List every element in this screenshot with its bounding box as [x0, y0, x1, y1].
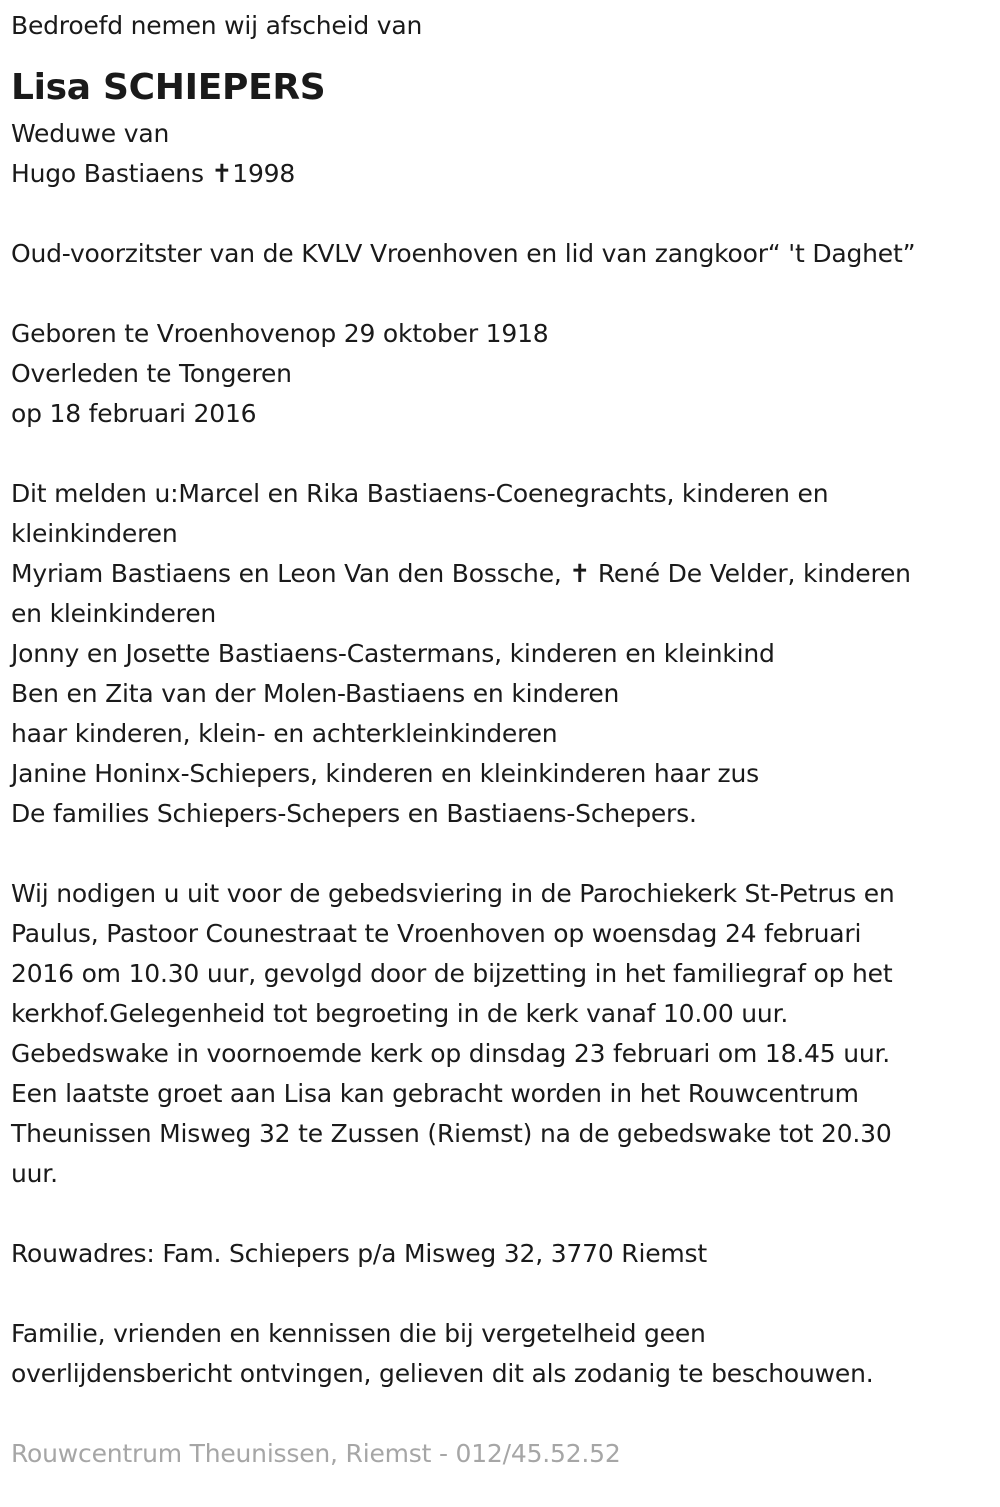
- funeral-home-footer: Rouwcentrum Theunissen, Riemst - 012/45.52.52: [11, 1439, 621, 1468]
- spacer: [11, 1394, 986, 1434]
- role-text: Oud-voorzitster van de KVLV Vroenhoven en lid van zangkoor“ 't Daghet”: [11, 239, 916, 268]
- ceremony-line: Een laatste groet aan Lisa kan gebracht worden in het Rouwcentrum: [11, 1079, 859, 1108]
- death-date-text: op 18 februari 2016: [11, 399, 257, 428]
- spacer: [11, 834, 986, 874]
- deceased-name: Lisa SCHIEPERS: [11, 67, 326, 108]
- family-line: Dit melden u:Marcel en Rika Bastiaens-Coenegrachts, kinderen en: [11, 479, 829, 508]
- family-line: Janine Honinx-Schiepers, kinderen en kleinkinderen haar zus: [11, 759, 759, 788]
- family-line: en kleinkinderen: [11, 599, 217, 628]
- family-line: De families Schiepers-Schepers en Bastiaens-Schepers.: [11, 799, 697, 828]
- ceremony-paragraph: [11, 874, 986, 1194]
- family-line: haar kinderen, klein- en achterkleinkinderen: [11, 719, 558, 748]
- notice-line: overlijdensbericht ontvingen, gelieven dit als zodanig te beschouwen.: [11, 1359, 874, 1388]
- spacer: [11, 274, 986, 314]
- mourning-address: Rouwadres: Fam. Schiepers p/a Misweg 32, 3770 Riemst: [11, 1239, 707, 1268]
- spacer: [11, 1194, 986, 1234]
- spacer: [11, 1274, 986, 1314]
- obituary-notice: [11, 6, 986, 1474]
- ceremony-line: kerkhof.Gelegenheid tot begroeting in de kerk vanaf 10.00 uur.: [11, 999, 789, 1028]
- widow-of-label: Weduwe van: [11, 119, 170, 148]
- ceremony-line: uur.: [11, 1159, 58, 1188]
- family-line: Jonny en Josette Bastiaens-Castermans, kinderen en kleinkind: [11, 639, 775, 668]
- family-line: Myriam Bastiaens en Leon Van den Bossche, ✝ René De Velder, kinderen: [11, 559, 911, 588]
- notice-paragraph: [11, 1314, 986, 1394]
- spacer: [11, 434, 986, 474]
- family-line: kleinkinderen: [11, 519, 178, 548]
- spouse-name: Hugo Bastiaens ✝1998: [11, 159, 296, 188]
- notice-line: Familie, vrienden en kennissen die bij vergetelheid geen: [11, 1319, 706, 1348]
- ceremony-line: Paulus, Pastoor Counestraat te Vroenhoven op woensdag 24 februari: [11, 919, 862, 948]
- death-place-text: Overleden te Tongeren: [11, 359, 292, 388]
- family-line: Ben en Zita van der Molen-Bastiaens en kinderen: [11, 679, 620, 708]
- ceremony-line: Gebedswake in voornoemde kerk op dinsdag 23 februari om 18.45 uur.: [11, 1039, 891, 1068]
- ceremony-line: 2016 om 10.30 uur, gevolgd door de bijzetting in het familiegraf op het: [11, 959, 893, 988]
- ceremony-line: Theunissen Misweg 32 te Zussen (Riemst) na de gebedswake tot 20.30: [11, 1119, 892, 1148]
- spacer: [11, 194, 986, 234]
- family-list: [11, 474, 986, 834]
- birth-text: Geboren te Vroenhovenop 29 oktober 1918: [11, 319, 549, 348]
- intro-text: Bedroefd nemen wij afscheid van: [11, 11, 423, 40]
- ceremony-line: Wij nodigen u uit voor de gebedsviering in de Parochiekerk St-Petrus en: [11, 879, 895, 908]
